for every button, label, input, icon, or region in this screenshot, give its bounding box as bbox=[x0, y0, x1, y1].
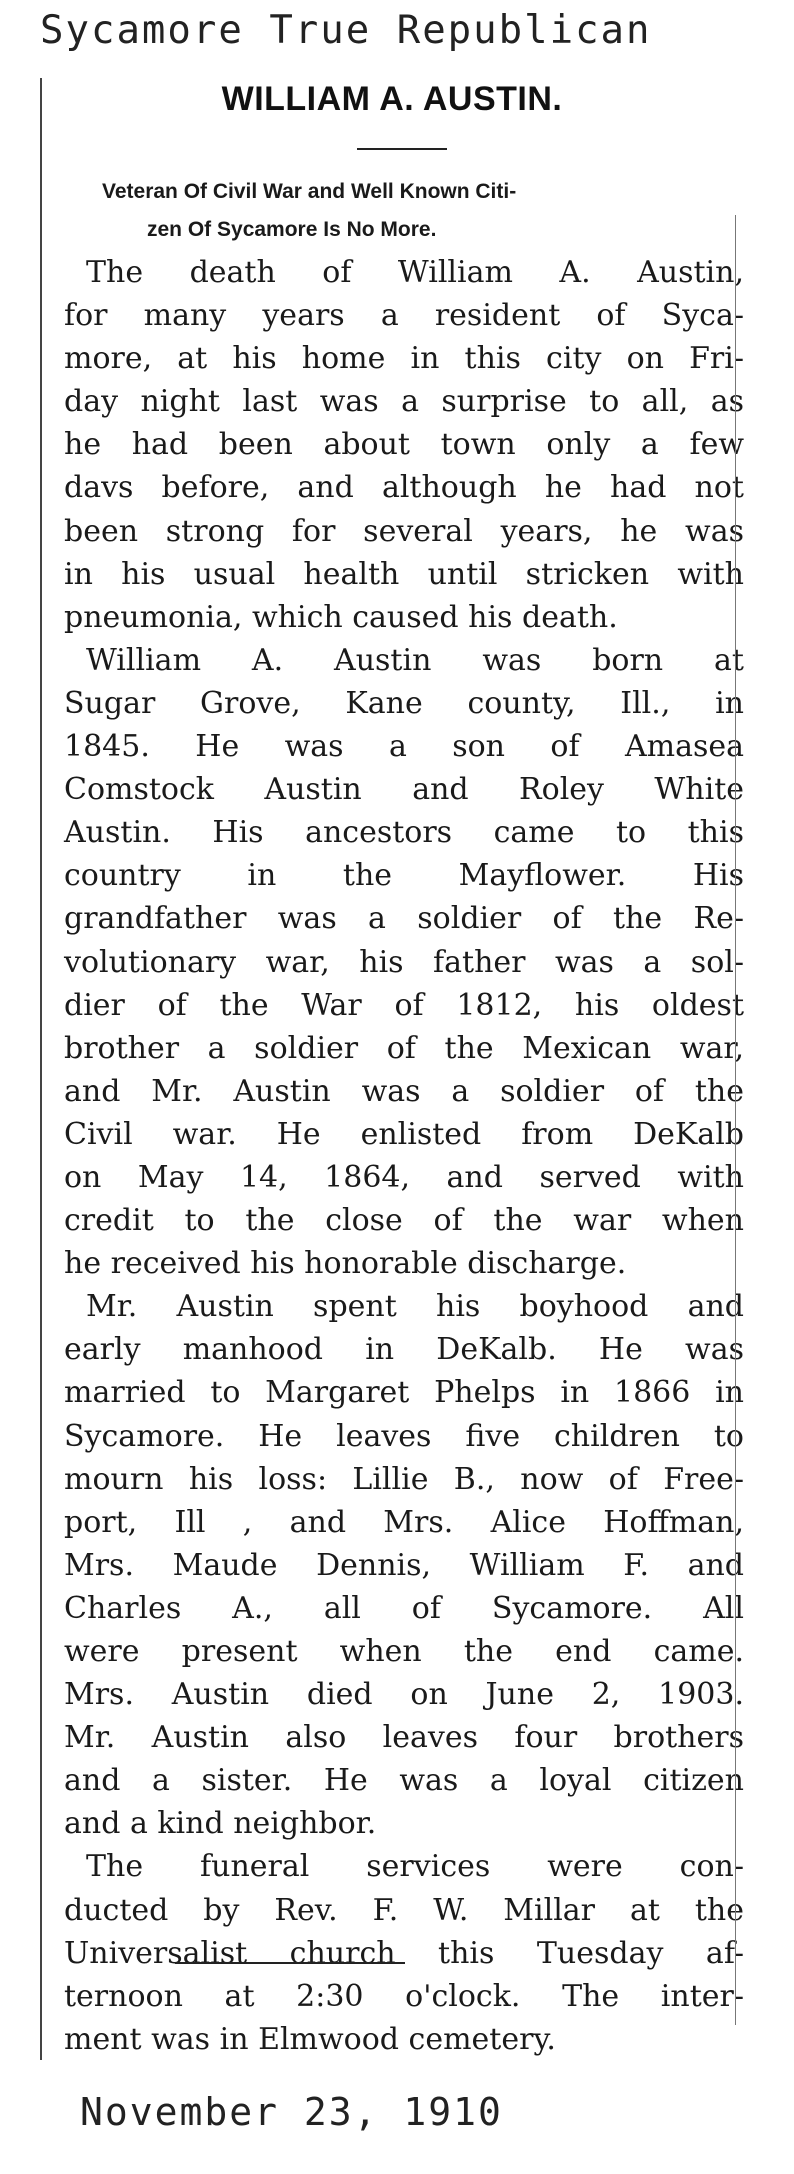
body-line: The funeral services were con- bbox=[86, 1849, 744, 1885]
body-line: been strong for several years, he was bbox=[64, 513, 744, 549]
body-line: brother a soldier of the Mexican war, bbox=[64, 1030, 744, 1066]
body-line: mourn his loss: Lillie B., now of Free- bbox=[64, 1461, 744, 1497]
body-line: ducted by Rev. F. W. Millar at the bbox=[64, 1892, 744, 1928]
body-line: Mrs. Austin died on June 2, 1903. bbox=[64, 1677, 744, 1713]
headline-rule bbox=[357, 148, 447, 150]
article-end-rule bbox=[175, 1962, 405, 1964]
body-line: in his usual health until stricken with bbox=[64, 556, 744, 592]
body-line: Austin. His ancestors came to this bbox=[64, 815, 744, 851]
body-line: The death of William A. Austin, bbox=[86, 255, 744, 290]
newspaper-masthead: Sycamore True Republican bbox=[40, 8, 652, 53]
subhead-line: Veteran Of Civil War and Well Known Citi- bbox=[102, 180, 517, 203]
body-line: Charles A., all of Sycamore. All bbox=[64, 1590, 744, 1626]
body-line: and a sister. He was a loyal citizen bbox=[64, 1763, 744, 1799]
body-line: were present when the end came. bbox=[64, 1634, 744, 1669]
body-line: early manhood in DeKalb. He was bbox=[64, 1332, 744, 1368]
body-line: Mr. Austin spent his boyhood and bbox=[86, 1289, 744, 1325]
body-line: for many years a resident of Syca- bbox=[64, 298, 744, 334]
subhead-line: zen Of Sycamore Is No More. bbox=[147, 218, 437, 241]
body-line: Sycamore. He leaves five children to bbox=[64, 1418, 744, 1454]
body-line: and Mr. Austin was a soldier of the bbox=[64, 1073, 744, 1109]
body-line: married to Margaret Phelps in 1866 in bbox=[64, 1375, 744, 1411]
article-headline: WILLIAM A. AUSTIN. bbox=[221, 80, 563, 118]
obituary-clipping bbox=[40, 78, 742, 2060]
body-line: he received his honorable discharge. bbox=[64, 1246, 627, 1282]
body-line: Sugar Grove, Kane county, Ill., in bbox=[64, 685, 744, 721]
body-line: ment was in Elmwood cemetery. bbox=[64, 2021, 556, 2057]
body-line: credit to the close of the war when bbox=[64, 1203, 744, 1239]
body-line: Civil war. He enlisted from DeKalb bbox=[64, 1116, 744, 1152]
body-line: port, Ill , and Mrs. Alice Hoffman, bbox=[64, 1504, 744, 1540]
body-line: pneumonia, which caused his death. bbox=[64, 599, 618, 635]
column-rule bbox=[735, 215, 736, 2025]
article-body bbox=[64, 251, 744, 2061]
body-line: day night last was a surprise to all, as bbox=[64, 384, 744, 420]
body-line: Comstock Austin and Roley White bbox=[64, 772, 744, 808]
body-line: more, at his home in this city on Fri- bbox=[64, 341, 744, 377]
body-line: volutionary war, his father was a sol- bbox=[64, 944, 744, 980]
body-line: he had been about town only a few bbox=[64, 427, 744, 463]
body-line: grandfather was a soldier of the Re- bbox=[64, 901, 744, 937]
body-line: dier of the War of 1812, his oldest bbox=[64, 987, 744, 1023]
body-line: on May 14, 1864, and served with bbox=[64, 1159, 744, 1195]
body-line: Mrs. Maude Dennis, William F. and bbox=[64, 1547, 744, 1583]
body-line: davs before, and although he had not bbox=[64, 470, 744, 506]
article-subhead bbox=[102, 173, 742, 249]
body-line: and a kind neighbor. bbox=[64, 1806, 377, 1842]
body-line: William A. Austin was born at bbox=[86, 642, 744, 678]
clipping-date: November 23, 1910 bbox=[80, 2090, 503, 2134]
body-line: 1845. He was a son of Amasea bbox=[64, 729, 744, 765]
body-line: Universalist church this Tuesday af- bbox=[64, 1935, 744, 1971]
body-line: ternoon at 2:30 o'clock. The inter- bbox=[64, 1978, 744, 2014]
body-line: country in the Mayflower. His bbox=[64, 858, 744, 894]
body-line: Mr. Austin also leaves four brothers bbox=[64, 1720, 744, 1756]
